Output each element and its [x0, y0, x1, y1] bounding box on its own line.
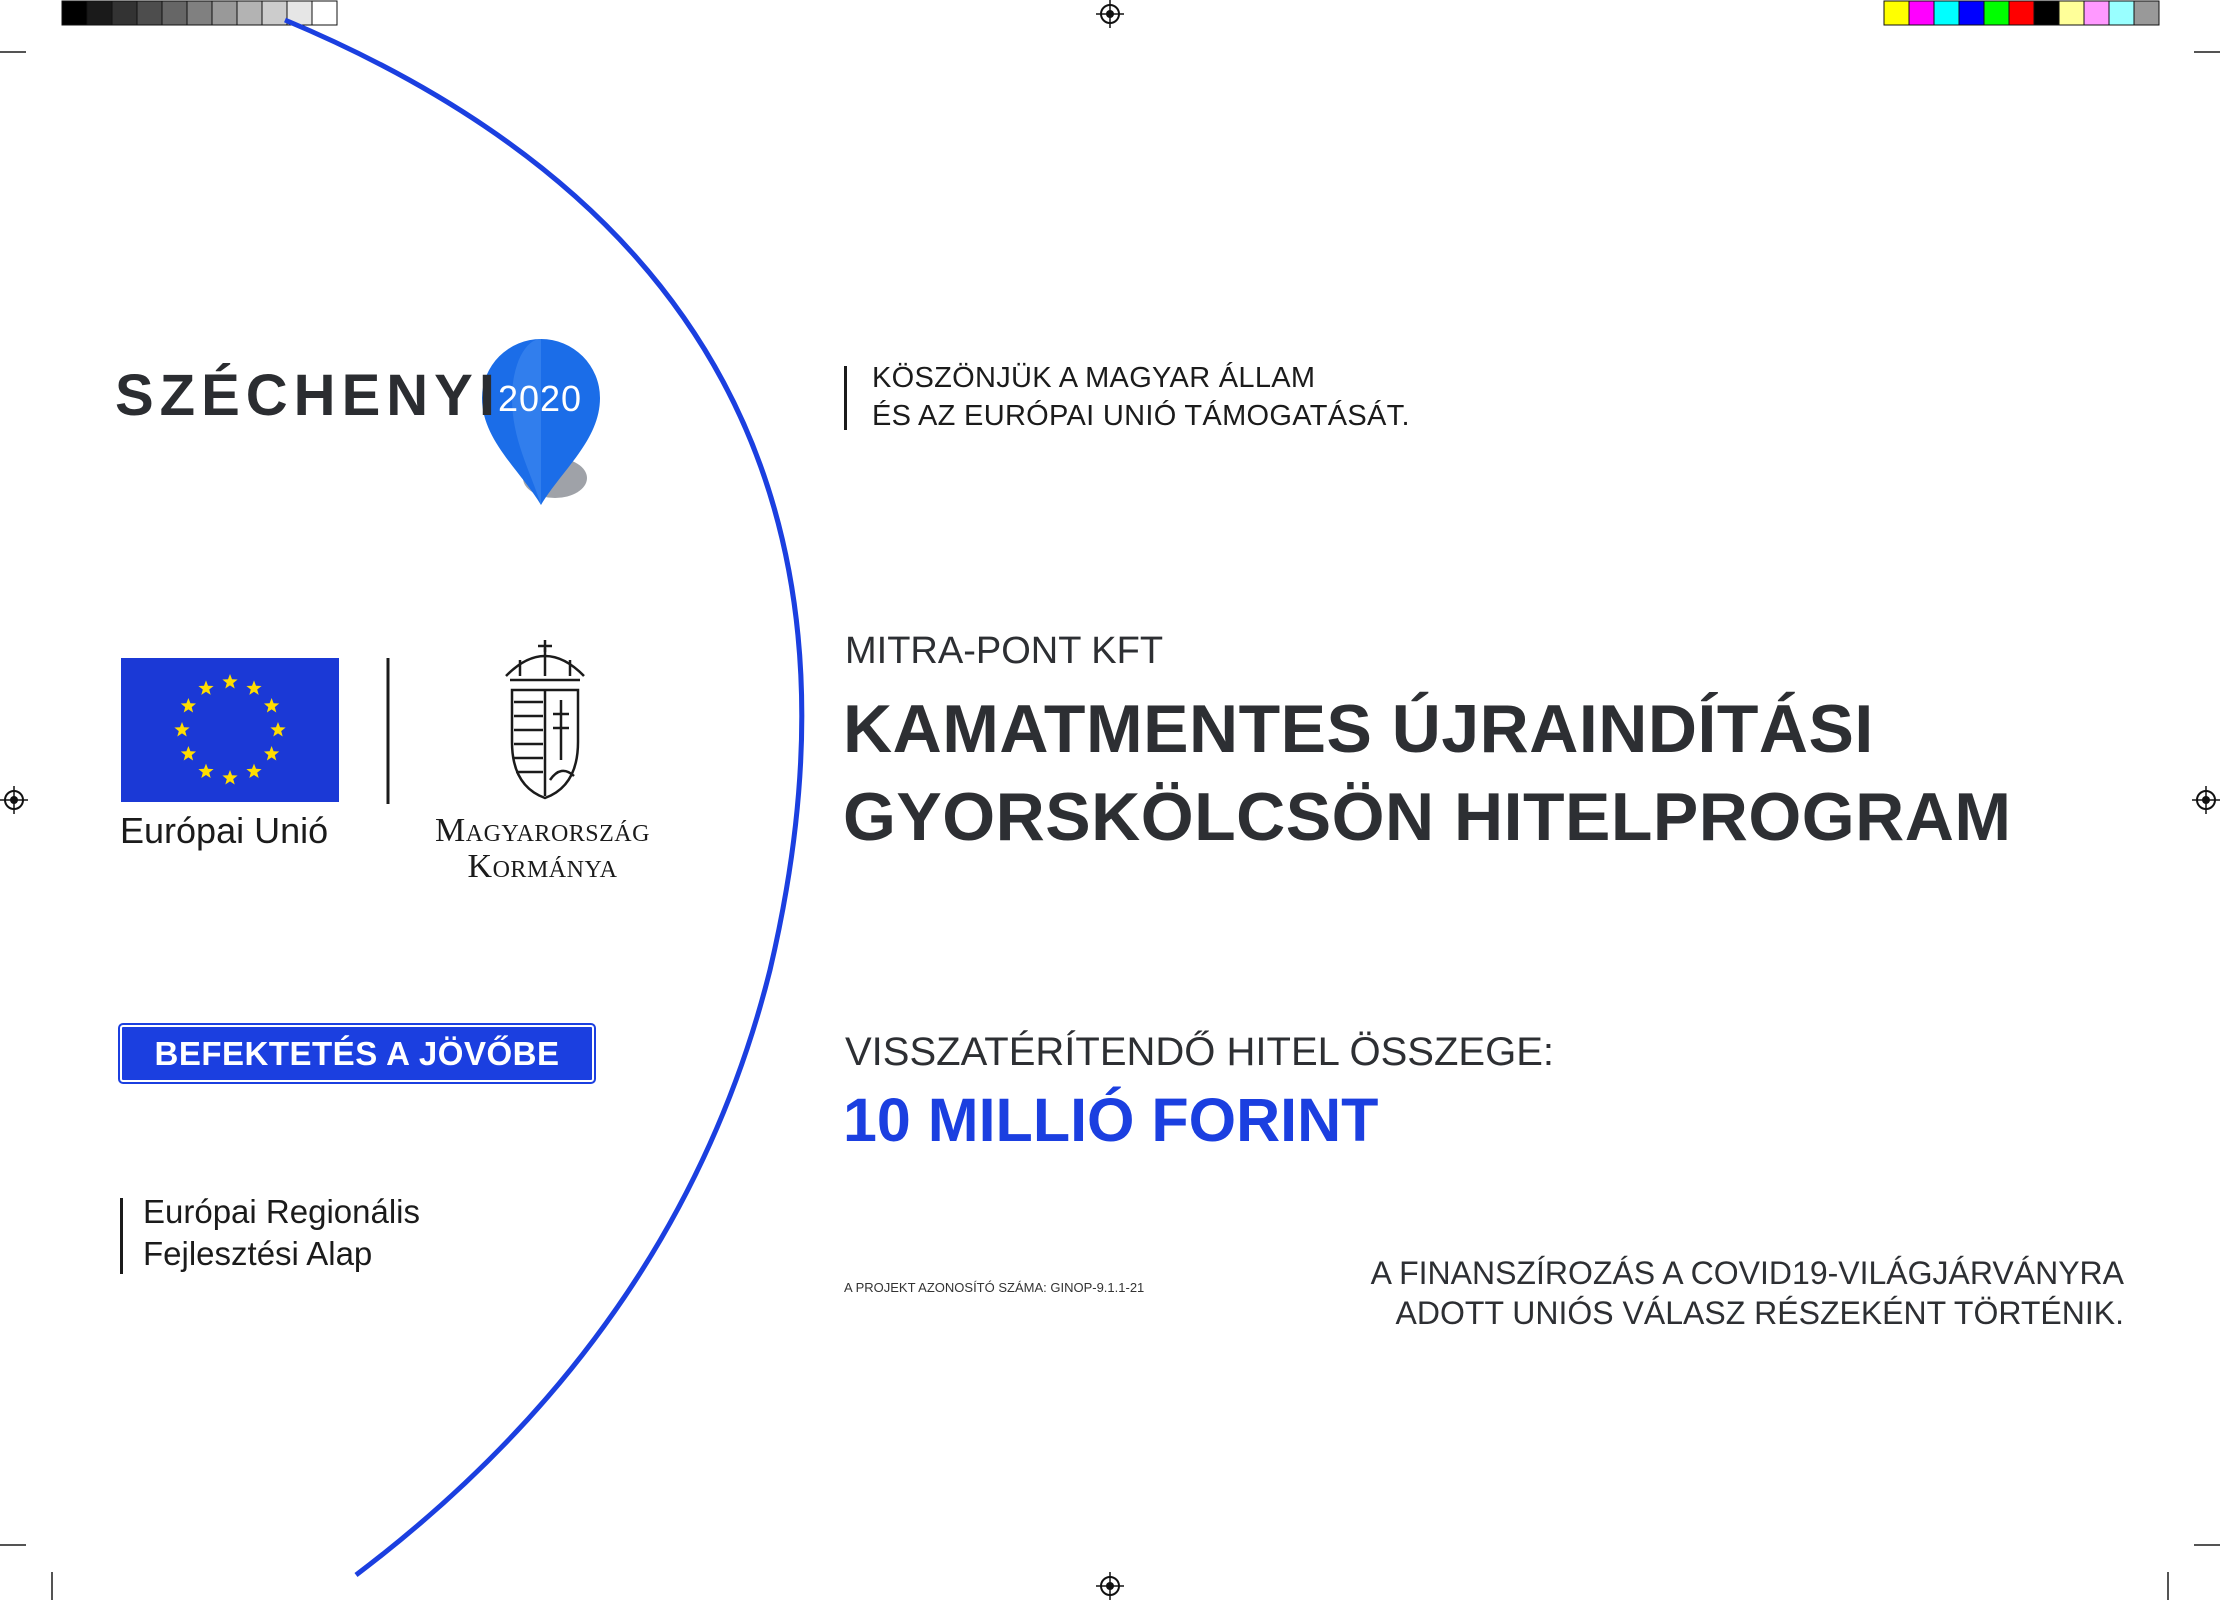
eu-flag-icon [121, 658, 339, 802]
company-name: MITRA-PONT KFT [845, 630, 1164, 672]
calibration-swatch [2059, 1, 2084, 25]
calibration-swatch [1884, 1, 1909, 25]
szechenyi-logo-word: SZÉCHENYI [115, 363, 501, 428]
calibration-swatch [137, 1, 162, 25]
gov-logo-line2: Kormánya [467, 848, 618, 885]
fund-divider [120, 1198, 123, 1274]
calibration-swatch [1909, 1, 1934, 25]
financing-line-1: A FINANSZÍROZÁS A COVID19-VILÁGJÁRVÁNYRA [1370, 1255, 2124, 1291]
calibration-swatch [162, 1, 187, 25]
registration-mark-right [2192, 786, 2220, 814]
calibration-swatch [2084, 1, 2109, 25]
fund-line-1: Európai Regionális [143, 1193, 421, 1230]
calibration-swatch [2134, 1, 2159, 25]
calibration-swatch [1959, 1, 1984, 25]
calibration-swatch [212, 1, 237, 25]
thanks-divider [844, 366, 847, 430]
color-calibration-bar [1884, 1, 2159, 25]
coat-of-arms-icon [506, 640, 584, 798]
gov-logo-line1: Magyarország [435, 812, 650, 849]
fund-line-2: Fejlesztési Alap [143, 1235, 373, 1272]
calibration-swatch [312, 1, 337, 25]
calibration-swatch [1984, 1, 2009, 25]
calibration-swatch [2034, 1, 2059, 25]
loan-amount-label: VISSZATÉRÍTENDŐ HITEL ÖSSZEGE: [845, 1030, 1555, 1074]
program-title-line-1: KAMATMENTES ÚJRAINDÍTÁSI [843, 691, 1874, 767]
thanks-line-1: KÖSZÖNJÜK A MAGYAR ÁLLAM [872, 362, 1316, 394]
calibration-swatch [2109, 1, 2134, 25]
registration-mark-left [0, 786, 28, 814]
calibration-swatch [237, 1, 262, 25]
loan-amount: 10 MILLIÓ FORINT [843, 1086, 1379, 1154]
thanks-line-2: ÉS AZ EURÓPAI UNIÓ TÁMOGATÁSÁT. [872, 400, 1410, 432]
calibration-swatch [2009, 1, 2034, 25]
financing-line-2: ADOTT UNIÓS VÁLASZ RÉSZEKÉNT TÖRTÉNIK. [1395, 1295, 2124, 1331]
calibration-swatch [62, 1, 87, 25]
szechenyi-logo-year: 2020 [497, 378, 583, 419]
registration-mark-top [1096, 0, 1124, 28]
calibration-swatch [112, 1, 137, 25]
calibration-swatch [187, 1, 212, 25]
calibration-swatch [262, 1, 287, 25]
calibration-swatch [1934, 1, 1959, 25]
investment-badge: BEFEKTETÉS A JÖVŐBE [120, 1025, 594, 1082]
project-id: A PROJEKT AZONOSÍTÓ SZÁMA: GINOP-9.1.1-21 [844, 1280, 1145, 1295]
registration-mark-bottom [1096, 1572, 1124, 1600]
program-title-line-2: GYORSKÖLCSÖN HITELPROGRAM [843, 779, 2012, 855]
calibration-swatch [87, 1, 112, 25]
gray-calibration-bar [62, 1, 337, 25]
eu-logo-label: Európai Unió [120, 810, 329, 851]
